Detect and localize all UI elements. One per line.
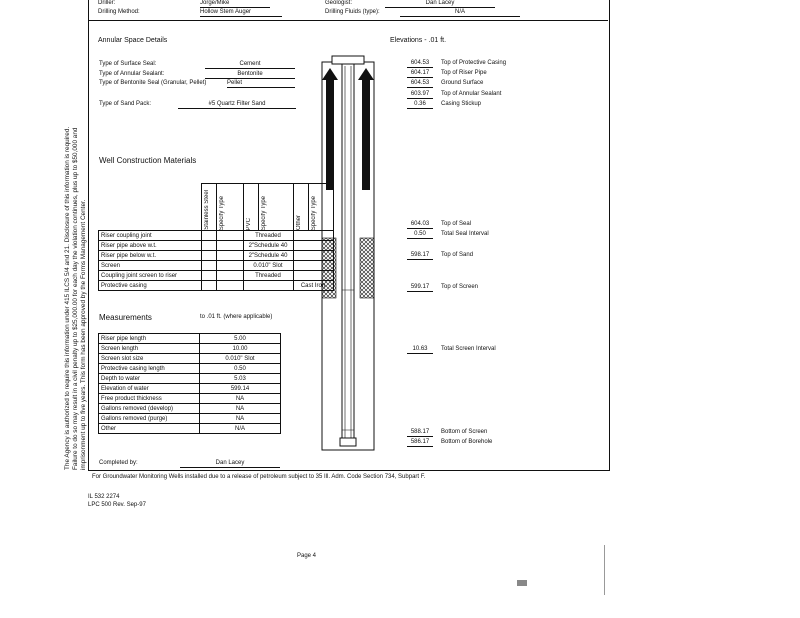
elev-value: 604.03 [407,220,433,229]
table-row: Riser pipe above w.t. 2"Schedule 40 [99,241,334,251]
measurements-subtitle: to .01 ft. (where applicable) [200,314,273,320]
drilling-method-label: Drilling Method: [98,9,140,15]
left-arrow-icon [322,68,338,190]
table-row: Riser coupling joint Threaded [99,231,334,241]
table-row: Protective casing length 0.50 [99,364,281,374]
elev-value: 0.36 [407,100,433,109]
geologist-label: Geologist: [325,0,353,6]
elev-value: 0.50 [407,230,433,239]
sand-pack-value: #5 Quartz Filter Sand [178,101,296,109]
drilling-fluids-value: N/A [400,9,520,17]
col-header: PVC [245,217,252,230]
table-row: Gallons removed (develop) NA [99,404,281,414]
protective-casing-cap [332,56,364,64]
table-row: Gallons removed (purge) NA [99,414,281,424]
table-row: Screen 0.010" Slot [99,261,334,271]
form-rev: LPC 500 Rev. Sep-97 [88,502,146,508]
elev-label: Top of Screen [441,284,479,290]
elev-label: Total Seal Interval [441,231,489,237]
elev-label: Top of Protective Casing [441,60,507,66]
elev-value: 599.17 [407,283,433,292]
sand-pack-label: Type of Sand Pack: [99,101,152,107]
table-row: Other N/A [99,424,281,434]
elev-label: Top of Annular Sealant [441,91,502,97]
measurements-table [98,333,281,434]
elev-value: 604.53 [407,59,433,68]
elev-label: Top of Sand [441,252,474,258]
table-row: Elevation of water 599.14 [99,384,281,394]
table-row: Screen length 10.00 [99,344,281,354]
annular-sealant-value: Bentonite [205,71,295,79]
elev-value: 586.17 [407,438,433,447]
table-row: Screen slot size 0.010" Slot [99,354,281,364]
header-divider [88,20,608,21]
col-header: Specify Type [218,195,225,230]
table-row: Depth to water 5.03 [99,374,281,384]
right-arrow-icon [358,68,374,190]
table-row: Riser pipe below w.t. 2"Schedule 40 [99,251,334,261]
scan-artifact [517,580,527,586]
completed-by-value: Dan Lacey [180,460,280,468]
materials-title: Well Construction Materials [99,156,197,165]
materials-table [98,183,334,291]
elev-label: Bottom of Screen [441,429,488,435]
col-header: Stainless Steel [203,190,210,230]
elev-label: Bottom of Borehole [441,439,493,445]
elev-label: Casing Stickup [441,101,482,107]
drilling-fluids-label: Drilling Fluids (type): [325,9,380,15]
elev-label: Ground Surface [441,80,484,86]
scan-artifact [604,545,605,595]
driller-label: Driller: [98,0,116,6]
sand-pack-right [360,238,374,298]
page-label: Page 4 [297,553,317,559]
elev-value: 603.97 [407,90,433,99]
completed-by-label: Completed by: [99,460,138,466]
geologist-value: Dan Lacey [385,0,495,8]
elev-label: Total Screen Interval [441,346,496,352]
elev-value: 588.17 [407,428,433,437]
bentonite-seal-label: Type of Bentonite Seal (Granular, Pellet) [99,80,207,86]
annular-title: Annular Space Details [98,37,168,44]
col-header: Other [295,214,302,230]
table-row: Free product thickness NA [99,394,281,404]
table-row: Protective casing Cast Iron [99,281,334,291]
elev-value: 604.53 [407,79,433,88]
form-id: IL 532 2274 [88,494,120,500]
table-row: Riser pipe length 5.00 [99,334,281,344]
footer-note: For Groundwater Monitoring Wells installed due to a release of petroleum subject to 35 Ill. Adm. Code Section 734, Subpart F. [92,474,426,480]
riser-pipe [342,64,354,444]
table-row: Coupling joint screen to riser Threaded [99,271,334,281]
surface-seal-label: Type of Surface Seal: [99,61,157,67]
elev-value: 598.17 [407,251,433,260]
col-header: Specify Type [310,195,317,230]
annular-sealant-label: Type of Annular Sealant: [99,71,165,77]
elev-label: Top of Seal [441,221,472,227]
elev-value: 10.63 [407,345,433,354]
measurements-title: Measurements [99,313,152,322]
side-notice: The Agency is authorized to require this information under 415 ILCS 5/4 and 21. Disclosure of this information is required. Failure to do so may result in a civil penalty up to $25,000.00 for each day the violation continues, plus up to $50,000 and imprisonment up to five years. This form has been approved by the Forms Management Center. [64,126,87,470]
end-cap [340,438,356,446]
drilling-method-value: Hollow Stem Auger [200,9,282,17]
elevations-title: Elevations - .01 ft. [390,37,447,44]
elev-value: 604.17 [407,69,433,78]
surface-seal-value: Cement [205,61,295,69]
bentonite-seal-value: Pellet [227,80,295,88]
elev-label: Top of Riser Pipe [441,70,487,76]
col-header: Specify Type [260,195,267,230]
driller-value: Jorge/Mike [200,0,270,8]
